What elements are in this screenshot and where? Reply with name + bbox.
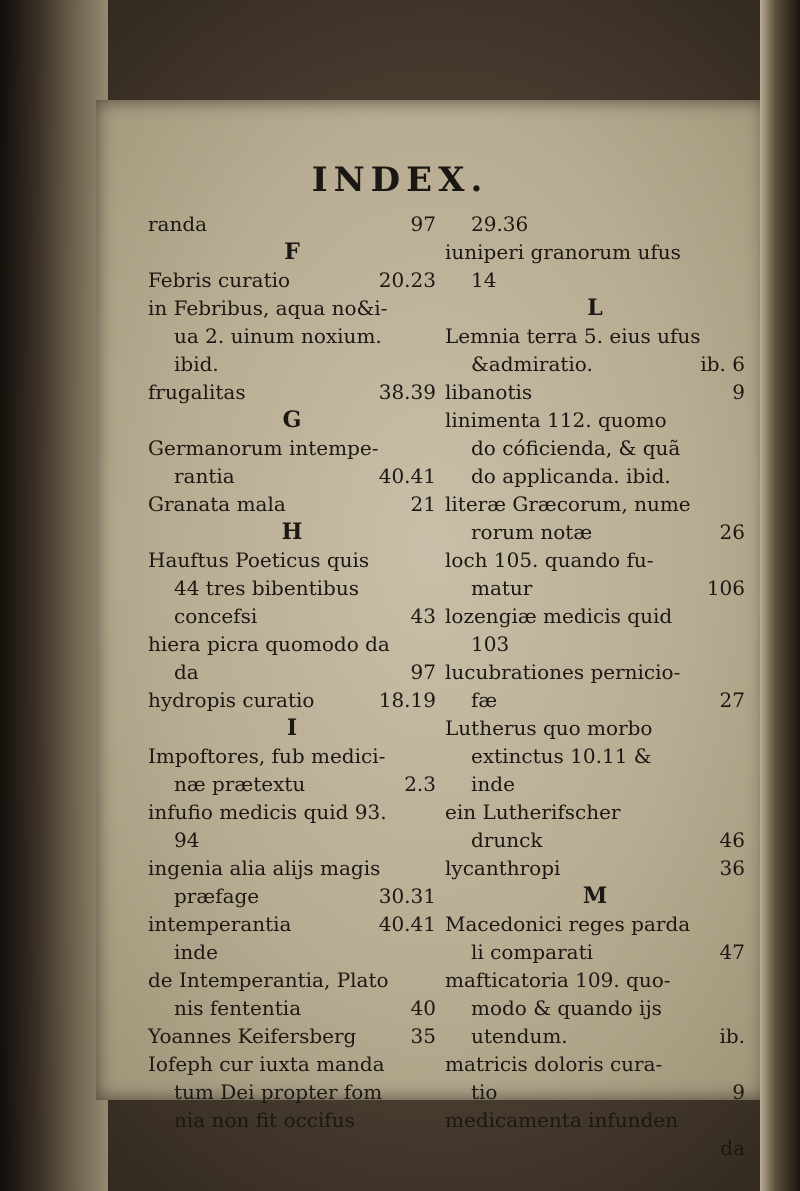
- page-title: INDEX.: [311, 160, 489, 200]
- entry-text: ein Lutherifscher: [445, 800, 621, 824]
- entry-text: 44 tres bibentibus: [174, 576, 359, 600]
- index-entry: [148, 658, 436, 686]
- index-entry: [445, 602, 745, 630]
- entry-text: loch 105. quando fu-: [445, 548, 654, 572]
- index-entry: [445, 1022, 745, 1050]
- entry-page-ref: 46: [719, 828, 745, 852]
- entry-text: nis fententia: [174, 996, 302, 1020]
- index-entry: [445, 266, 745, 294]
- entry-text: infufio medicis quid 93.: [148, 800, 387, 824]
- index-entry: [445, 686, 745, 714]
- index-entry: [445, 406, 745, 434]
- index-letter-heading: H: [281, 519, 303, 545]
- entry-text: næ prætextu: [174, 772, 306, 796]
- entry-text: li comparati: [471, 940, 594, 964]
- index-entry: [445, 378, 745, 406]
- index-entry: [148, 350, 436, 378]
- entry-page-ref: 26: [719, 520, 745, 544]
- entry-text: rorum notæ: [471, 520, 593, 544]
- entry-text: Macedonici reges parda: [445, 912, 691, 936]
- entry-text: lucubrationes pernicio-: [445, 660, 681, 684]
- index-letter-heading: I: [286, 715, 298, 741]
- index-entry: [148, 686, 436, 714]
- index-entry: [148, 770, 436, 798]
- entry-text: præfage: [174, 884, 260, 908]
- index-entry: [148, 798, 436, 826]
- entry-text: da: [720, 1136, 745, 1160]
- index-letter-heading: M: [582, 883, 608, 909]
- index-entry: [445, 574, 745, 602]
- index-entry: [445, 1134, 745, 1162]
- entry-text: 14: [471, 268, 497, 292]
- entry-page-ref: 47: [719, 940, 745, 964]
- entry-text: ua 2. uinum noxium.: [174, 324, 382, 348]
- entry-page-ref: 2.3: [404, 772, 436, 796]
- entry-text: Germanorum intempe-: [148, 436, 379, 460]
- entry-text: medicamenta infunden: [445, 1108, 679, 1132]
- index-entry: [148, 1106, 436, 1134]
- entry-text: do cóficienda, & quã: [471, 436, 681, 460]
- index-entry: [445, 658, 745, 686]
- entry-page-ref: 20.23: [378, 268, 436, 292]
- entry-page-ref: 40.41: [378, 464, 436, 488]
- entry-text: frugalitas: [148, 380, 246, 404]
- entry-text: ibid.: [174, 352, 219, 376]
- entry-text: de Intemperantia, Plato: [148, 968, 389, 992]
- index-entry: [445, 518, 745, 546]
- entry-text: nia non fit occifus: [174, 1108, 355, 1132]
- entry-text: Granata mala: [148, 492, 286, 516]
- entry-text: fæ: [471, 688, 498, 712]
- entry-text: iuniperi granorum ufus: [445, 240, 681, 264]
- entry-page-ref: 35: [410, 1024, 436, 1048]
- entry-page-ref: ib. 6: [700, 352, 745, 376]
- entry-text: 103: [471, 632, 510, 656]
- entry-text: Hauftus Poeticus quis: [148, 548, 370, 572]
- index-entry: [148, 462, 436, 490]
- index-entry: [445, 770, 745, 798]
- entry-text: hiera picra quomodo da: [148, 632, 390, 656]
- entry-text: libanotis: [445, 380, 533, 404]
- entry-text: &admiratio.: [471, 352, 593, 376]
- entry-text: Impoftores, fub medici-: [148, 744, 386, 768]
- entry-text: inde: [471, 772, 515, 796]
- entry-text: drunck: [471, 828, 543, 852]
- entry-text: Lutherus quo morbo: [445, 716, 653, 740]
- index-entry: [148, 882, 436, 910]
- index-entry: [445, 1050, 745, 1078]
- entry-page-ref: 9: [732, 1080, 745, 1104]
- entry-text: Lemnia terra 5. eius ufus: [445, 324, 701, 348]
- index-entry: [445, 938, 745, 966]
- entry-page-ref: 38.39: [378, 380, 436, 404]
- entry-text: lycanthropi: [445, 856, 561, 880]
- entry-text: ingenia alia alijs magis: [148, 856, 381, 880]
- index-entry: [445, 210, 745, 238]
- entry-text: matricis doloris cura-: [445, 1052, 663, 1076]
- page-edge: [760, 0, 800, 1191]
- index-entry: [148, 938, 436, 966]
- entry-text: tum Dei propter fom: [174, 1080, 383, 1104]
- index-entry: [148, 602, 436, 630]
- index-entry: [445, 462, 745, 490]
- index-entry: [445, 350, 745, 378]
- index-entry: [445, 966, 745, 994]
- index-entry: [445, 742, 745, 770]
- entry-text: literæ Græcorum, nume: [445, 492, 691, 516]
- entry-text: inde: [174, 940, 218, 964]
- entry-page-ref: 40.41: [378, 912, 436, 936]
- index-column-left: [148, 210, 436, 1134]
- entry-page-ref: 40: [410, 996, 436, 1020]
- index-entry: [445, 826, 745, 854]
- entry-page-ref: 21: [410, 492, 436, 516]
- entry-page-ref: 9: [732, 380, 745, 404]
- entry-text: modo & quando ijs: [471, 996, 662, 1020]
- index-entry: [445, 910, 745, 938]
- entry-text: intemperantia: [148, 912, 292, 936]
- index-entry: [148, 742, 436, 770]
- entry-text: linimenta 112. quomo: [445, 408, 667, 432]
- index-column-right: [445, 210, 745, 1162]
- entry-page-ref: 30.31: [378, 884, 436, 908]
- index-entry: [445, 994, 745, 1022]
- entry-text: matur: [471, 576, 533, 600]
- index-entry: [148, 266, 436, 294]
- entry-text: concefsi: [174, 604, 258, 628]
- index-letter-heading: G: [282, 407, 302, 433]
- entry-page-ref: 18.19: [378, 688, 436, 712]
- entry-text: da: [174, 660, 199, 684]
- entry-page-ref: 36: [719, 856, 745, 880]
- index-entry: [148, 854, 436, 882]
- index-entry: [148, 1050, 436, 1078]
- entry-text: hydropis curatio: [148, 688, 315, 712]
- index-letter-heading: F: [284, 239, 300, 265]
- entry-text: tio: [471, 1080, 498, 1104]
- index-entry: [148, 434, 436, 462]
- index-entry: [445, 434, 745, 462]
- entry-text: mafticatoria 109. quo-: [445, 968, 671, 992]
- index-entry: [148, 910, 436, 938]
- index-entry: [445, 322, 745, 350]
- entry-text: 29.36: [471, 212, 529, 236]
- index-entry: [445, 546, 745, 574]
- index-entry: [148, 546, 436, 574]
- entry-page-ref: 97: [410, 212, 436, 236]
- index-entry: [148, 574, 436, 602]
- index-entry: [445, 1106, 745, 1134]
- index-entry: [445, 714, 745, 742]
- entry-text: utendum.: [471, 1024, 568, 1048]
- index-entry: [148, 994, 436, 1022]
- entry-page-ref: 27: [719, 688, 745, 712]
- index-entry: [148, 322, 436, 350]
- entry-text: 94: [174, 828, 200, 852]
- index-entry: [445, 854, 745, 882]
- index-entry: [148, 630, 436, 658]
- entry-text: randa: [148, 212, 208, 236]
- entry-page-ref: 97: [410, 660, 436, 684]
- index-entry: [148, 490, 436, 518]
- entry-text: lozengiæ medicis quid: [445, 604, 673, 628]
- entry-page-ref: 43: [410, 604, 436, 628]
- index-entry: [148, 1022, 436, 1050]
- entry-text: Iofeph cur iuxta manda: [148, 1052, 385, 1076]
- index-entry: [445, 630, 745, 658]
- entry-page-ref: 106: [706, 576, 745, 600]
- book-gutter: [0, 0, 108, 1191]
- entry-text: Febris curatio: [148, 268, 291, 292]
- entry-page-ref: ib.: [719, 1024, 745, 1048]
- entry-text: in Febribus, aqua no&i-: [148, 296, 388, 320]
- entry-text: Yoannes Keifersberg: [148, 1024, 357, 1048]
- index-entry: [148, 378, 436, 406]
- entry-text: extinctus 10.11 &: [471, 744, 652, 768]
- entry-text: do applicanda. ibid.: [471, 464, 671, 488]
- index-entry: [148, 1078, 436, 1106]
- entry-text: rantia: [174, 464, 235, 488]
- index-entry: [148, 966, 436, 994]
- index-entry: [445, 798, 745, 826]
- index-entry: [445, 490, 745, 518]
- index-entry: [148, 826, 436, 854]
- index-entry: [148, 210, 436, 238]
- index-entry: [445, 1078, 745, 1106]
- index-entry: [445, 238, 745, 266]
- index-entry: [148, 294, 436, 322]
- index-letter-heading: L: [587, 295, 603, 321]
